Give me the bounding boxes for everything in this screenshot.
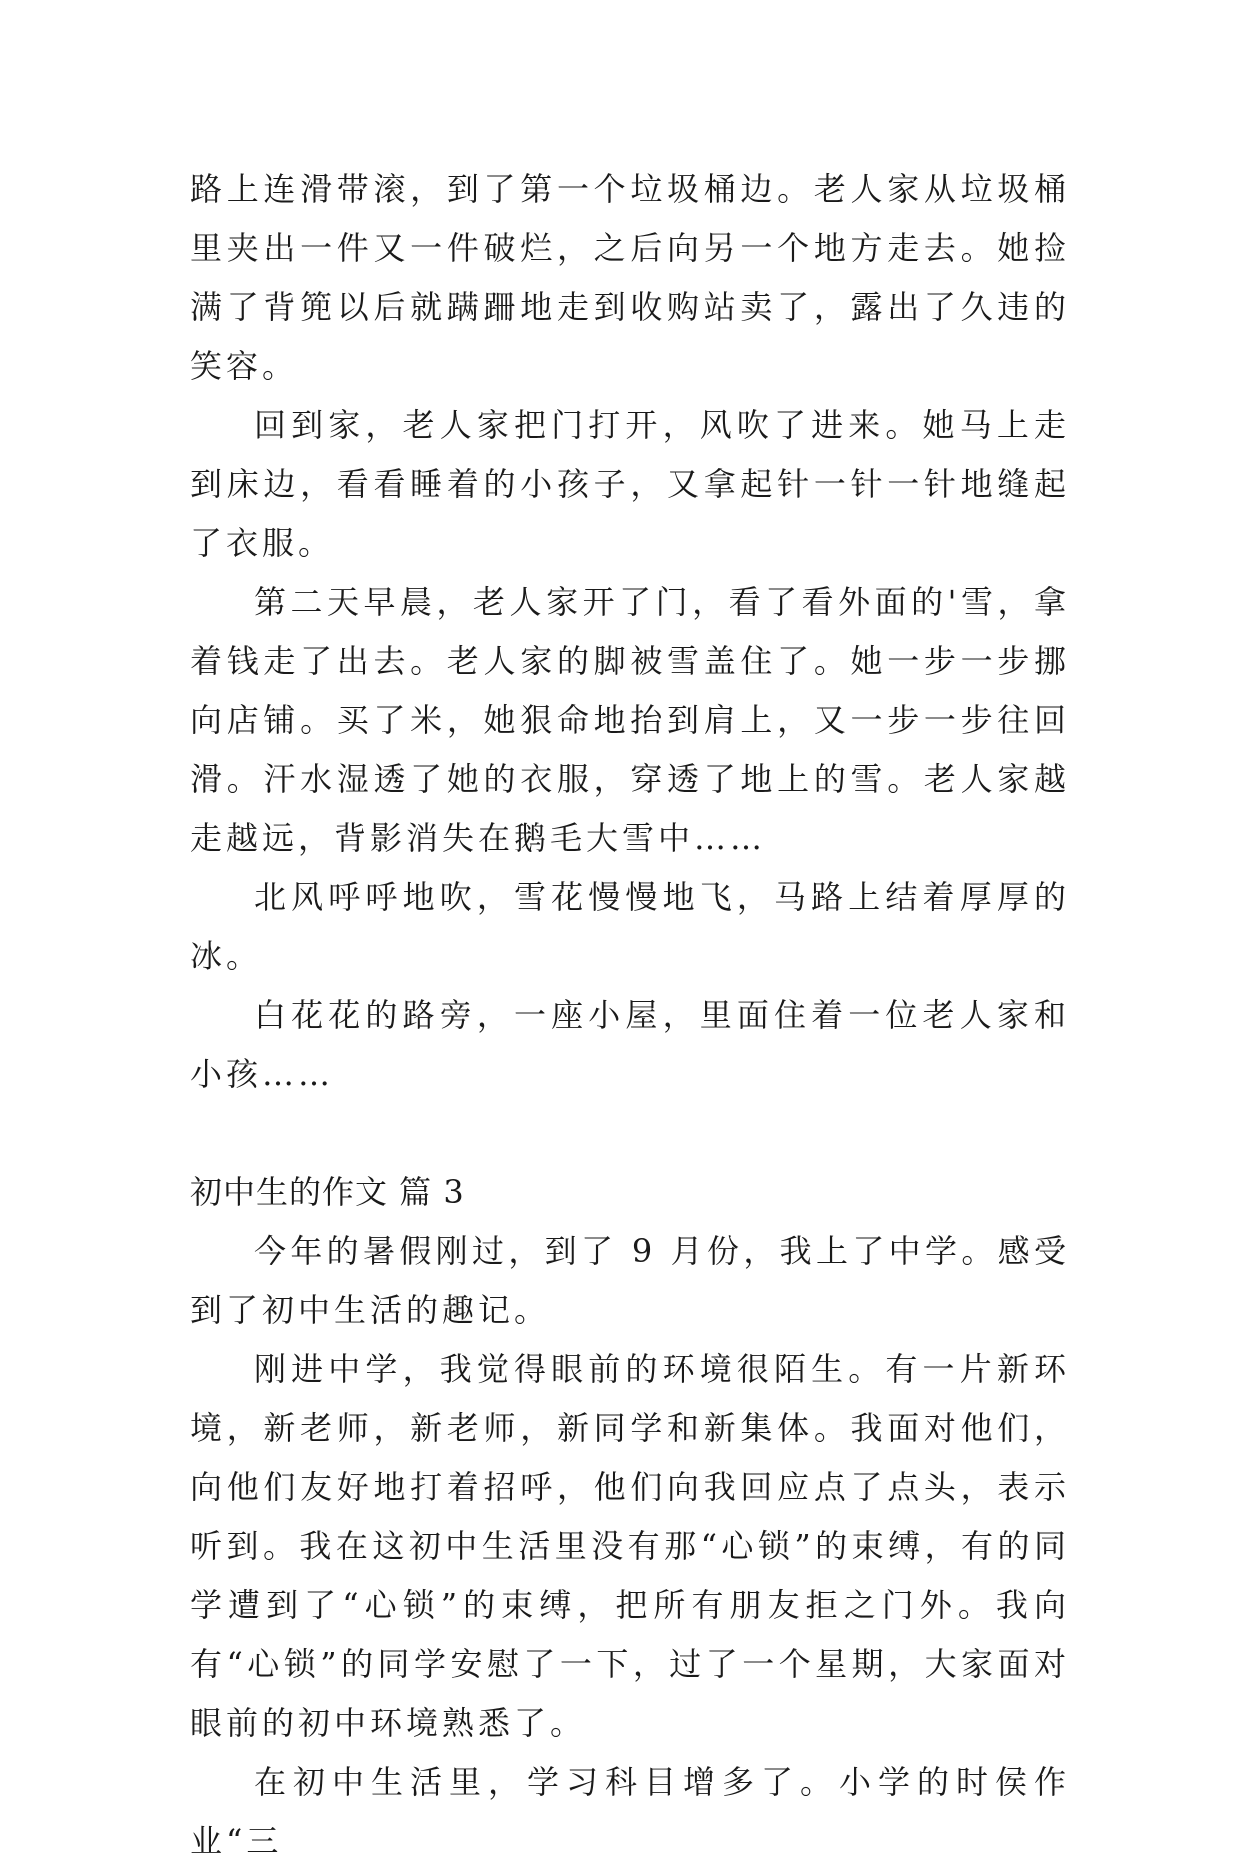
paragraph-8: 在初中生活里，学习科目增多了。小学的时侯作业“三 xyxy=(190,1763,1070,1860)
section-spacer xyxy=(190,1104,1070,1163)
paragraph-6: 今年的暑假刚过，到了 9 月份，我上了中学。感受到了初中生活的趣记。 xyxy=(190,1232,1070,1329)
paragraph-2: 回到家，老人家把门打开，风吹了进来。她马上走到床边，看看睡着的小孩子，又拿起针一针一针地缝起了衣服。 xyxy=(190,406,1070,562)
paragraph-5: 白花花的路旁，一座小屋，里面住着一位老人家和小孩…… xyxy=(190,996,1070,1093)
document-body xyxy=(190,160,1070,1871)
paragraph-3: 第二天早晨，老人家开了门，看了看外面的'雪，拿着钱走了出去。老人家的脚被雪盖住了。她一步一步挪向店铺。买了米，她狠命地抬到肩上，又一步一步往回滑。汗水湿透了她的衣服，穿透了地上的雪。老人家越走越远，背影消失在鹅毛大雪中…… xyxy=(190,583,1070,857)
paragraph-7: 刚进中学，我觉得眼前的环境很陌生。有一片新环境，新老师，新老师，新同学和新集体。我面对他们，向他们友好地打着招呼，他们向我回应点了点头，表示听到。我在这初中生活里没有那“心锁”的束缚，有的同学遭到了“心锁”的束缚，把所有朋友拒之门外。我向有“心锁”的同学安慰了一下，过了一个星期，大家面对眼前的初中环境熟悉了。 xyxy=(190,1350,1070,1742)
paragraph-1: 路上连滑带滚，到了第一个垃圾桶边。老人家从垃圾桶里夹出一件又一件破烂，之后向另一个地方走去。她捡满了背篼以后就蹒跚地走到收购站卖了，露出了久违的笑容。 xyxy=(190,170,1070,385)
paragraph-4: 北风呼呼地吹，雪花慢慢地飞，马路上结着厚厚的冰。 xyxy=(190,878,1070,975)
section-title: 初中生的作文 篇 3 xyxy=(190,1173,465,1211)
